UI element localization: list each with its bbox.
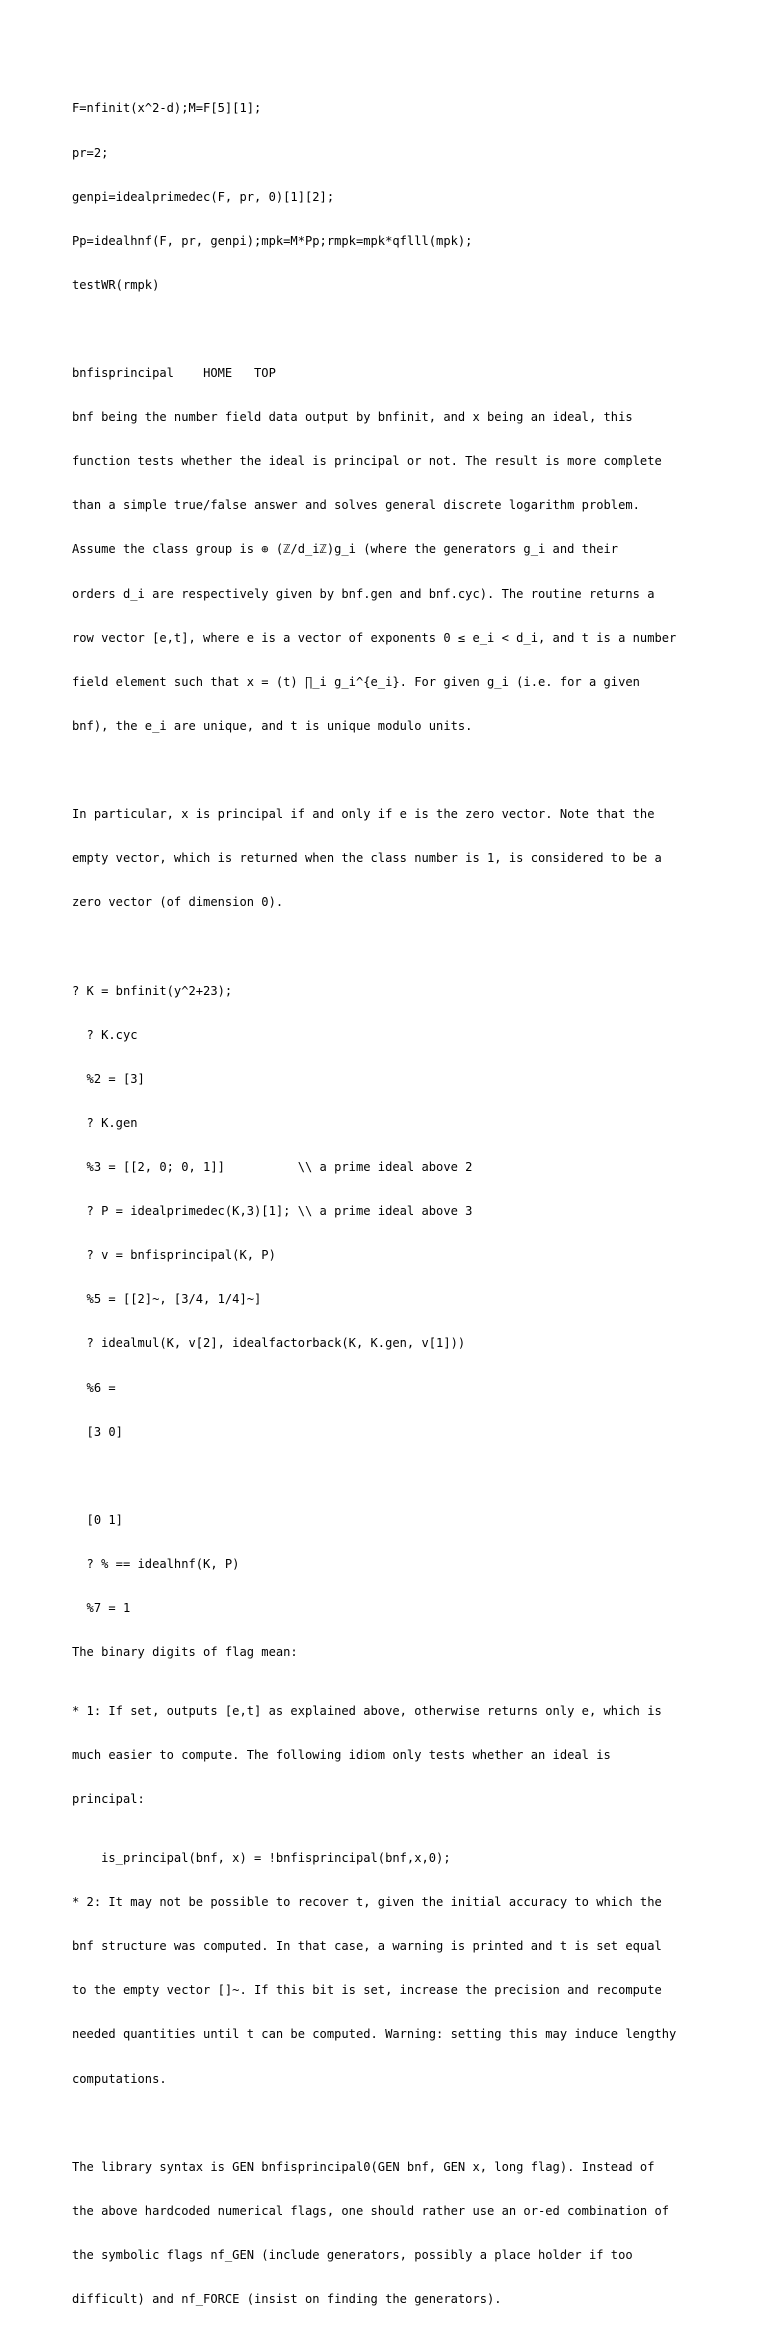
code-line: Pp=idealhnf(F, pr, genpi);mpk=M*Pp;rmpk=mpk*qflll(mpk); (72, 233, 473, 248)
text-line: bnf structure was computed. In that case, a warning is printed and t is set equal (72, 1939, 662, 1954)
code-line: ? v = bnfisprincipal(K, P) (72, 1248, 276, 1263)
principal-paragraph (72, 778, 712, 940)
code-line: ? idealmul(K, v[2], idealfactorback(K, K.gen, v[1])) (72, 1336, 466, 1351)
text-line: principal: (72, 1792, 145, 1807)
text-line: computations. (72, 2071, 167, 2086)
code-line: ? K.cyc (72, 1027, 138, 1042)
text-line: the symbolic flags nf_GEN (include generators, possibly a place holder if too (72, 2247, 633, 2262)
code-line: ? K.gen (72, 1115, 138, 1130)
text-line: bnf being the number field data output by bnfinit, and x being an ideal, this (72, 410, 633, 425)
code-line: %5 = [[2]~, [3/4, 1/4]~] (72, 1292, 262, 1307)
text-line: empty vector, which is returned when the class number is 1, is considered to be a (72, 851, 662, 866)
text-line: to the empty vector []~. If this bit is set, increase the precision and recompute (72, 1983, 662, 1998)
text-line: the above hardcoded numerical flags, one should rather use an or-ed combination of (72, 2203, 670, 2218)
text-line: field element such that x = (t) ∏_i g_i^{e_i}. For given g_i (i.e. for a given (72, 674, 640, 689)
code-line: ? % == idealhnf(K, P) (72, 1556, 240, 1571)
text-line: orders d_i are respectively given by bnf.gen and bnf.cyc). The routine returns a (72, 586, 655, 601)
code-line: %7 = 1 (72, 1601, 131, 1616)
text-line: needed quantities until t can be computed. Warning: setting this may induce lengthy (72, 2027, 677, 2042)
flag-2-paragraph (72, 1866, 712, 2116)
function-nav-bar (72, 366, 712, 381)
code-line: %3 = [[2, 0; 0, 1]] \\ a prime ideal above 2 (72, 1159, 473, 1174)
text-line: * 2: It may not be possible to recover t, given the initial accuracy to which the (72, 1895, 662, 1910)
text-line: Assume the class group is ⊕ (ℤ/d_iℤ)g_i (where the generators g_i and their (72, 542, 619, 557)
code-line: pr=2; (72, 145, 109, 160)
text-line: than a simple true/false answer and solves general discrete logarithm problem. (72, 498, 640, 513)
code-line: [0 1] (72, 1512, 123, 1527)
text-line: The library syntax is GEN bnfisprincipal0(GEN bnf, GEN x, long flag). Instead of (72, 2159, 655, 2174)
flag-intro: The binary digits of flag mean: (72, 1645, 298, 1660)
library-syntax-paragraph (72, 2130, 712, 2336)
code-line: %2 = [3] (72, 1071, 145, 1086)
flag-1-paragraph (72, 1675, 712, 1837)
code-line: F=nfinit(x^2-d);M=F[5][1]; (72, 101, 262, 116)
home-link[interactable]: HOME (203, 366, 233, 381)
top-link[interactable]: TOP (254, 366, 276, 381)
function-title: bnfisprincipal (72, 366, 174, 381)
code-block-nfinit (72, 72, 712, 322)
text-line: difficult) and nf_FORCE (insist on finding the generators). (72, 2292, 502, 2307)
text-line: bnf), the e_i are unique, and t is unique modulo units. (72, 718, 473, 733)
document-page (72, 72, 712, 2336)
text-line: much easier to compute. The following idiom only tests whether an ideal is (72, 1748, 611, 1763)
text-line: * 1: If set, outputs [e,t] as explained above, otherwise returns only e, which is (72, 1703, 662, 1718)
idiom-code-line: is_principal(bnf, x) = !bnfisprincipal(bnf,x,0); (72, 1850, 451, 1865)
code-line (72, 1469, 712, 1484)
text-line: In particular, x is principal if and only if e is the zero vector. Note that the (72, 807, 655, 822)
text-line: zero vector (of dimension 0). (72, 895, 284, 910)
code-line: testWR(rmpk) (72, 277, 160, 292)
code-line: genpi=idealprimedec(F, pr, 0)[1][2]; (72, 189, 335, 204)
code-line: %6 = (72, 1380, 116, 1395)
text-line: function tests whether the ideal is principal or not. The result is more complete (72, 454, 662, 469)
example-code-block (72, 954, 712, 1645)
text-line: row vector [e,t], where e is a vector of exponents 0 ≤ e_i < d_i, and t is a number (72, 630, 677, 645)
function-description (72, 381, 712, 763)
code-line: ? K = bnfinit(y^2+23); (72, 983, 233, 998)
code-line: ? P = idealprimedec(K,3)[1]; \\ a prime ideal above 3 (72, 1204, 473, 1219)
code-line: [3 0] (72, 1424, 123, 1439)
